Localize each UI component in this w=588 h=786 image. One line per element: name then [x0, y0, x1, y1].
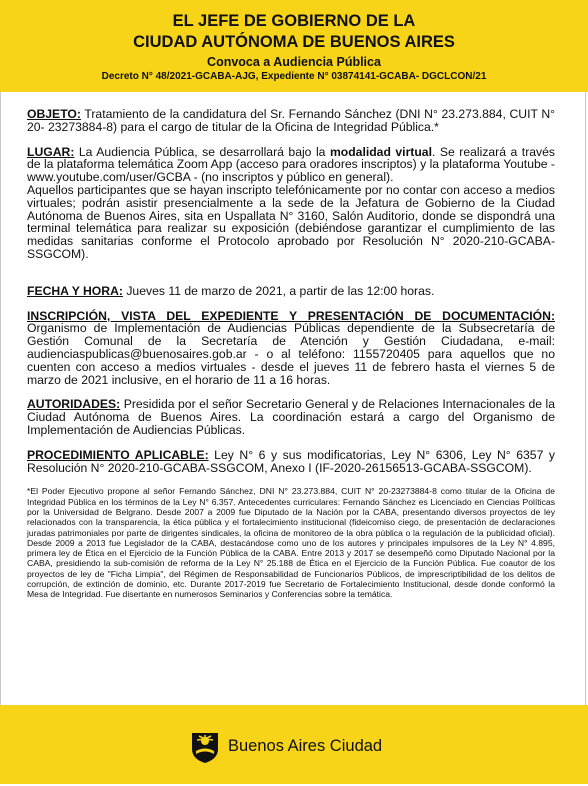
section-procedimiento: PROCEDIMIENTO APLICABLE: Ley N° 6 y sus modificatorias, Ley N° 6306, Ley N° 6357 y Resolución N° 2020-210-GCABA-SSGCOM, Anexo I (IF-2020-26156513-GCABA-SSGCOM).	[27, 447, 556, 475]
section-label: PROCEDIMIENTO APLICABLE	[27, 447, 205, 462]
section-fecha: FECHA Y HORA: Jueves 11 de marzo de 2021, a partir de las 12:00 horas.	[27, 283, 435, 298]
brand-wordmark: Buenos Aires Ciudad	[228, 737, 383, 755]
main-content	[27, 108, 555, 600]
section-lugar: LUGAR: La Audiencia Pública, se desarrollará bajo la modalidad virtual. Se realizará a través de la plataforma telemática Zoom App (acceso para oradores inscriptos) y la plataforma Youtube - www.youtube.com/user/GCBA - (no inscriptos y público en general).	[27, 144, 555, 185]
footnote: *El Poder Ejecutivo propone al señor Fernando Sánchez, DNI N° 23.273.884, CUIT N° 20-23273884-8 como titular de la Oficina de Integridad Pública en los términos de la Ley N° 6.357. Antecedentes curriculares: Fernando Sánchez es Licenciado en Ciencias Políticas por la Universidad de Belgrano. Desde 2007 a 2009 fue Diputado de la Nación por la CABA, presentando diversos proyectos de ley relacionados con la transparencia, la ética pública y el fortalecimiento institucional (fideicomiso ciego, de presentación de declaraciones juradas patrimoniales por parte de dirigentes sindicales, la oficina de monitoreo de la obra pública o la regulación de la publicidad oficial). Desde 2009 a 2013 fue Legislador de la CABA, destacándose como uno de los autores y principales impulsores de la Ley N° 4.895, primera ley de Ética en el Ejercicio de la Función Pública de la CABA. Entre 2013 y 2017 se desempeñó como Diputado Nacional por la CABA, presidiendo la sub-comisión de reforma de la Ley N° 25.188 de Ética en el Ejercicio de la Función Pública. Fue coautor de los proyectos de ley de "Ficha Limpia", del Régimen de Responsabilidad de Funcionarios Públicos, de imprescriptibilidad de los delitos de corrupción, de extinción de dominio, etc. Durante 2017-2019 fue Secretario de Fortalecimiento Institucional, desde donde conformó la Mesa de Integridad. Fue disertante en numerosos Seminarios y Conferencias sobre la temática.	[27, 486, 555, 600]
title-line-2: CIUDAD AUTÓNOMA DE BUENOS AIRES	[133, 33, 455, 51]
section-objeto: OBJETO: Tratamiento de la candidatura del Sr. Fernando Sánchez (DNI N° 23.273.884, CUIT N° 20- 23273884-8) para el cargo de titular de la Oficina de Integridad Pública.*	[27, 107, 555, 134]
section-label: LUGAR	[27, 144, 71, 159]
email-address: audienciaspublicas@buenosaires.gob.ar	[27, 346, 247, 361]
section-autoridades: AUTORIDADES: Presidida por el señor Secretario General y de Relaciones Internacionales de la Ciudad Autónoma de Buenos Aires. La coordinación estará a cargo del Organismo de Implementación de Audiencias Públicas.	[27, 397, 555, 437]
header-banner	[0, 0, 588, 92]
section-lugar-extra: Aquellos participantes que se hayan inscripto telefónicamente por no contar con acceso a medios virtuales; podrán asistir presencialmente a la sede de la Jefatura de Gobierno de la Ciudad Autónoma de Buenos Aires, sita en Uspallata N° 3160, Salón Auditorio, donde se dispondrá una terminal telemática para realizar su exposición (debiéndose garantizar el cumplimiento de las medidas sanitarias conforme el Protocolo aprobado por Resolución N° 2020-210-GCABA-SSGCOM).	[27, 182, 555, 261]
section-text: Presidida por el señor Secretario General y de Relaciones Internacionales de la Ciudad Autónoma de Buenos Aires. La coordinación estará a cargo del Organismo de Implementación de Audiencias Públicas.	[27, 397, 555, 437]
section-text-cont: . Se realizará a través de la plataforma telemática Zoom App (acceso para oradores inscriptos) y la plataforma Youtube - www.youtube.com/user/GCBA - (no inscriptos y público en general).	[27, 144, 555, 185]
title-line-1: EL JEFE DE GOBIERNO DE LA	[172, 12, 416, 30]
section-text-cont: - o al teléfono: 1155720405 para aquellos que no cuenten con acceso a medios virtuales - desde el jueves 11 de febrero hasta el viernes 5 de marzo de 2021 inclusive, en el horario de 11 a 16 horas.	[27, 346, 555, 387]
section-text: La Audiencia Pública, se desarrollará bajo la	[74, 144, 330, 159]
section-label: OBJETO	[27, 107, 77, 121]
section-text: Tratamiento de la candidatura del Sr. Fernando Sánchez (DNI N° 23.273.884, CUIT N° 20- 23273884-8) para el cargo de titular de la Oficina de Integridad Pública.*	[27, 107, 555, 134]
section-label: FECHA Y HORA	[27, 283, 119, 298]
modality-highlight: modalidad virtual	[329, 144, 432, 159]
section-text: Organismo de Implementación de Audiencias Públicas dependiente de la Subsecretaría de Gestión Comunal de la Secretaría de Atención y Gestión Ciudadana, e-mail:	[27, 321, 555, 349]
section-label: AUTORIDADES	[27, 397, 117, 412]
city-sun-shield-icon	[188, 730, 222, 764]
section-label: INSCRIPCIÓN, VISTA DEL EXPEDIENTE Y PRESENTACIÓN DE DOCUMENTACIÓN	[27, 308, 551, 323]
section-text: Ley N° 6 y sus modificatorias, Ley N° 6306, Ley N° 6357 y Resolución N° 2020-210-GCABA-SSGCOM, Anexo I (IF-2020-26156513-GCABA-SSGCOM).	[27, 447, 556, 475]
section-text: Jueves 11 de marzo de 2021, a partir de las 12:00 horas.	[122, 283, 435, 298]
section-inscripcion: INSCRIPCIÓN, VISTA DEL EXPEDIENTE Y PRESENTACIÓN DE DOCUMENTACIÓN: Organismo de Implementación de Audiencias Públicas dependiente de la Subsecretaría de Gestión Comunal de la Secretaría de Atención y Gestión Ciudadana, e-mail: audienciaspublicas@buenosaires.gob.ar - o al teléfono: 1155720405 para aquellos que no cuenten con acceso a medios virtuales - desde el jueves 11 de febrero hasta el viernes 5 de marzo de 2021 inclusive, en el horario de 11 a 16 horas.	[27, 308, 555, 387]
decree-reference: Decreto N° 48/2021-GCABA-AJG, Expediente N° 03874141-GCABA- DGCLCON/21	[101, 71, 487, 82]
subtitle: Convoca a Audiencia Pública	[207, 55, 381, 69]
